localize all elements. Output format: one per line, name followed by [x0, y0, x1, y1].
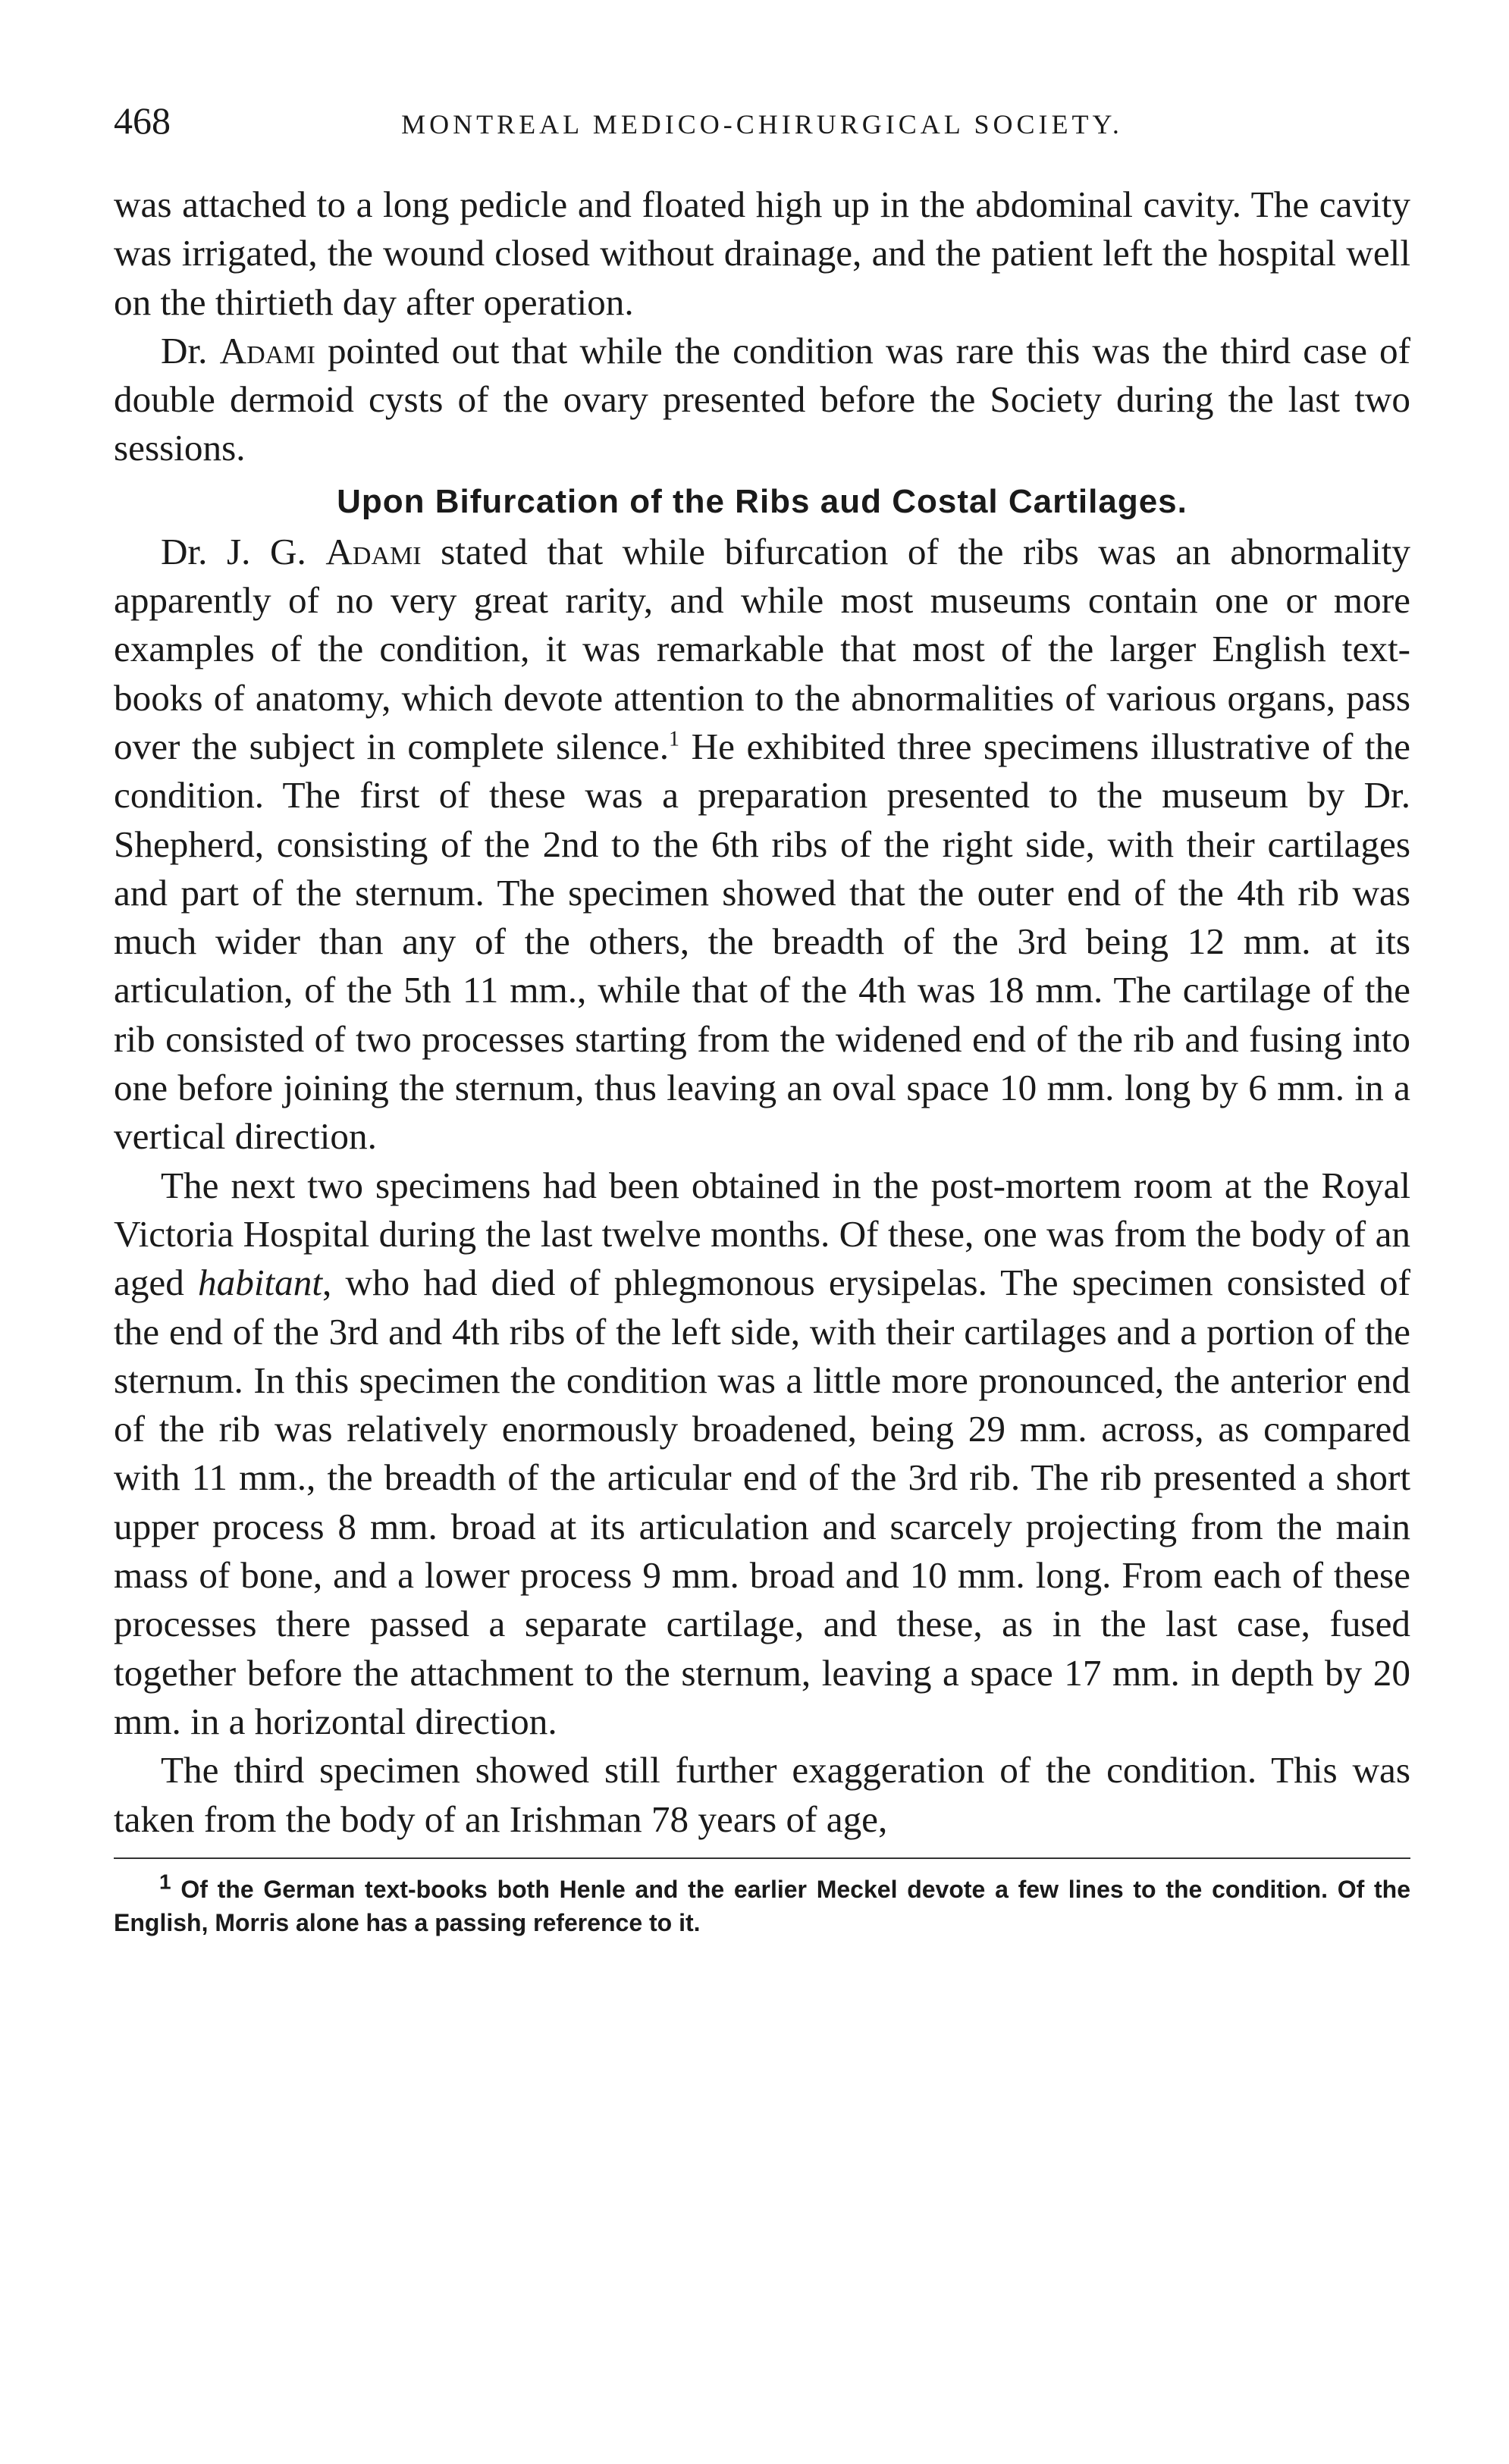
speaker-prefix: Dr. J. G. — [161, 530, 326, 572]
paragraph-adami-remark — [114, 327, 1410, 473]
paragraph-first-specimen — [114, 528, 1410, 1161]
paragraph-continued — [114, 180, 1410, 327]
paragraph-text: was attached to a long pedicle and floated high up in the abdominal cavity. The cavity was irrigated, the wound closed without drainage, and the patient left the hospital well on the thirtieth day after operation. — [114, 183, 1410, 323]
running-head — [114, 99, 1410, 152]
footnote-divider — [114, 1857, 1410, 1859]
footnote-reference: 1 — [669, 727, 680, 751]
paragraph-text: pointed out that while the condition was rare this was the third case of double dermoid cysts of the ovary presented before the Society during the last two sessions. — [114, 329, 1411, 469]
italic-term: habitant — [198, 1262, 323, 1304]
journal-title: MONTREAL MEDICO-CHIRURGICAL SOCIETY. — [401, 109, 1123, 140]
body-text — [114, 180, 1410, 1844]
paragraph-text: He exhibited three specimens illustrative of the condition. The first of these was a preparation presented to the museum by Dr. Shepherd, consisting of the 2nd to the 6th ribs of the right side, with their cartilages and part of the sternum. The specimen showed that the outer end of the 4th rib was much wider than any of the others, the breadth of the 3rd being 12 mm. at its articulation, of the 5th 11 mm., while that of the 4th was 18 mm. The cartilage of the rib consisted of two processes starting from the widened end of the rib and fusing into one before joining the sternum, thus leaving an oval space 10 mm. long by 6 mm. in a vertical direction. — [114, 725, 1410, 1158]
page — [114, 99, 1410, 1939]
footnote-text: Of the German text-books both Henle and the earlier Meckel devote a few lines to the condition. Of the English, Morris alone has a passing reference to it. — [114, 1875, 1410, 1936]
paragraph-third-specimen — [114, 1746, 1410, 1844]
paragraph-second-specimen — [114, 1161, 1410, 1747]
author-name: Adami — [325, 530, 422, 572]
paragraph-text: stated that while bifurcation of the ribs was an abnormality apparently of no very great rarity, and while most museums contain one or more examples of the condition, it was remarkable that most of the larger English text-books of anatomy, which devote attention to the abnormalities of various organs, pass over the subject in complete silence. — [114, 530, 1410, 767]
page-number: 468 — [114, 99, 171, 142]
dr-prefix: Dr. — [161, 329, 220, 371]
paragraph-text: , who had died of phlegmonous erysipelas. The specimen consisted of the end of the 3rd and 4th ribs of the left side, with their cartilages and a portion of the sternum. In this specimen the condition was a little more pronounced, the anterior end of the rib was relatively enormously broadened, being 29 mm. across, as compared with 11 mm., the breadth of the articular end of the 3rd rib. The rib presented a short upper process 8 mm. broad at its articulation and scarcely projecting from the main mass of bone, and a lower process 9 mm. broad and 10 mm. long. From each of these processes there passed a separate cartilage, and these, as in the last case, fused together before the attachment to the sternum, leaving a space 17 mm. in depth by 20 mm. in a horizontal direction. — [114, 1262, 1410, 1742]
footnote — [114, 1870, 1410, 1939]
paragraph-text: The next two specimens had been obtained in the post-mortem room at the Royal Victoria Hospital during the last twelve months. Of these, one was from the body of an aged — [114, 1164, 1410, 1304]
footnote-mark: 1 — [159, 1870, 171, 1894]
paragraph-text: The third specimen showed still further exaggeration of the condition. This was taken from the body of an Irishman 78 years of age, — [114, 1749, 1410, 1840]
author-name: Adami — [219, 329, 315, 371]
section-heading: Upon Bifurcation of the Ribs aud Costal Cartilages. — [337, 482, 1187, 520]
